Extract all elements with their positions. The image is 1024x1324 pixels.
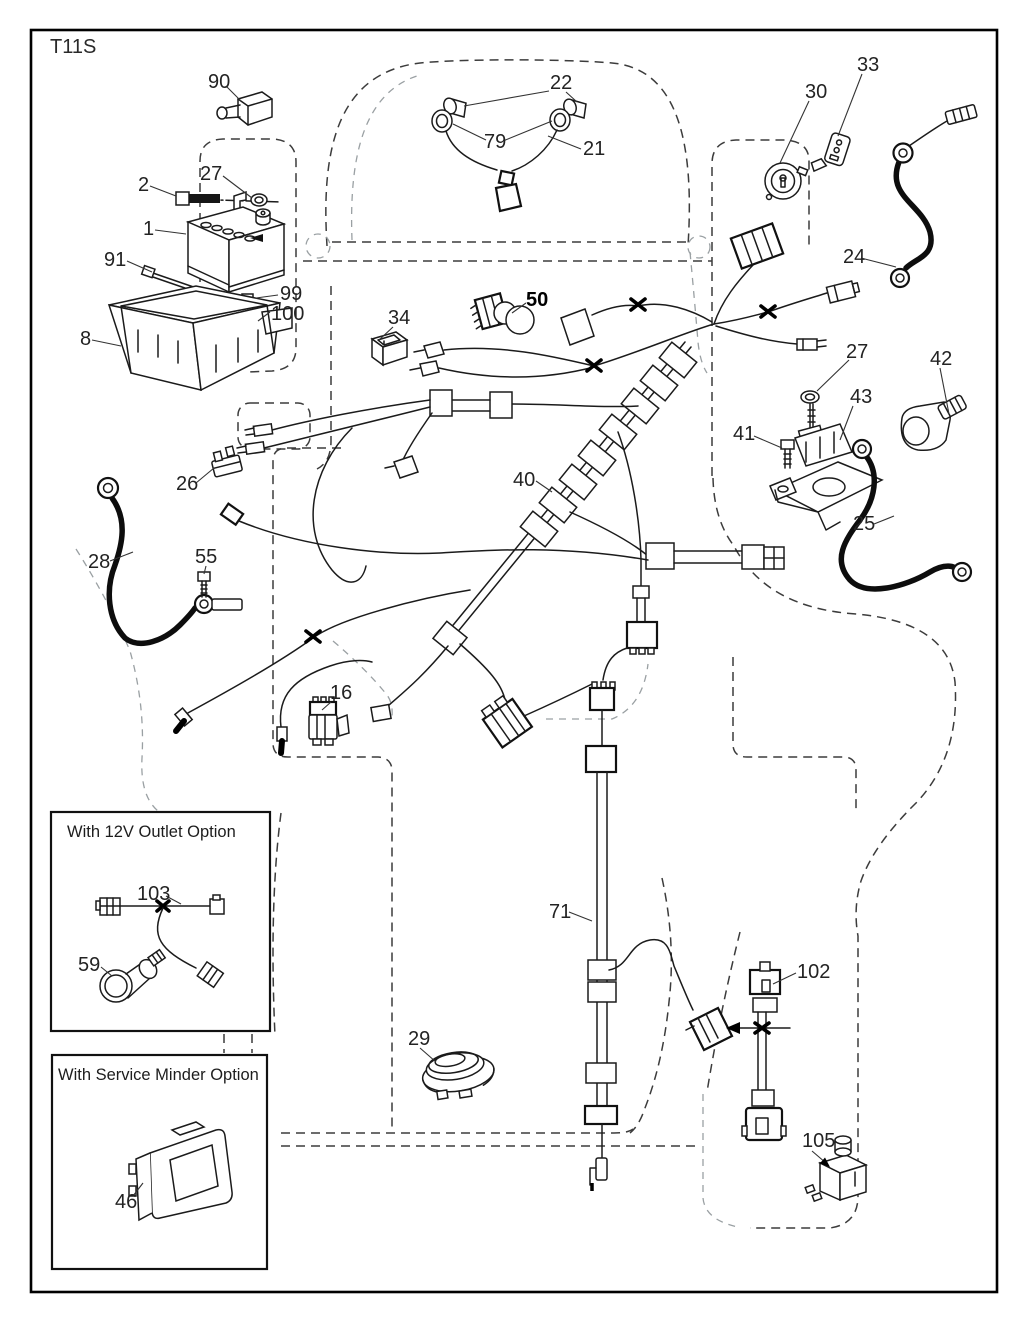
callout-50: 50	[526, 289, 549, 311]
callout-21: 21	[583, 138, 606, 160]
callout-28: 28	[88, 551, 111, 573]
switch-34-part	[372, 332, 407, 365]
hourmeter-part	[419, 1047, 497, 1104]
callout-34: 34	[388, 307, 411, 329]
callout-25: 25	[853, 513, 876, 535]
callout-labels	[50, 36, 952, 1213]
callout-1: 1	[143, 218, 155, 240]
callout-26: 26	[176, 473, 199, 495]
battery-part	[188, 207, 284, 292]
ignition-switch-part	[765, 163, 808, 200]
callout-8: 8	[80, 328, 92, 350]
callout-41: 41	[733, 423, 756, 445]
callout-29: 29	[408, 1028, 431, 1050]
service-minder-title: With Service Minder Option	[58, 1066, 259, 1084]
connector-90-part	[217, 92, 272, 125]
callout-105: 105	[802, 1130, 836, 1152]
callout-33: 33	[857, 54, 880, 76]
callout-16: 16	[330, 682, 353, 704]
callout-103: 103	[137, 883, 171, 905]
callout-43: 43	[850, 386, 873, 408]
callout-24: 24	[843, 246, 866, 268]
outlet-option-title: With 12V Outlet Option	[67, 823, 236, 841]
callout-71: 71	[549, 901, 572, 923]
boot-42-part	[901, 394, 967, 450]
callout-27-solenoid: 27	[846, 341, 869, 363]
callout-40: 40	[513, 469, 536, 491]
key-part	[809, 129, 851, 179]
callout-91: 91	[104, 249, 127, 271]
battery-box-part	[109, 286, 292, 390]
wire-102-part	[726, 962, 790, 1140]
fuse-part	[209, 445, 242, 477]
callout-30: 30	[805, 81, 828, 103]
callout-79: 79	[484, 131, 507, 153]
callout-22: 22	[550, 72, 573, 94]
battery-cable-24-part	[891, 104, 977, 287]
callout-2: 2	[138, 174, 150, 196]
callout-100: 100	[271, 303, 305, 325]
main-harness-part	[221, 342, 784, 747]
screw-55-part	[198, 572, 210, 597]
callout-46: 46	[115, 1191, 138, 1213]
callout-102: 102	[797, 961, 831, 983]
service-minder-option-box	[52, 1055, 267, 1269]
page-title: T11S	[50, 36, 97, 58]
callout-99: 99	[280, 283, 303, 305]
ground-cable-28-part	[98, 478, 242, 643]
callout-90: 90	[208, 71, 231, 93]
headlight-harness-part	[432, 97, 586, 211]
outlet-option-box	[51, 812, 270, 1031]
callout-59: 59	[78, 954, 101, 976]
wire-71-part	[585, 648, 732, 1191]
callout-27-battery: 27	[200, 163, 223, 185]
callout-55: 55	[195, 546, 218, 568]
switch-50-part	[469, 293, 534, 334]
callout-42: 42	[930, 348, 953, 370]
